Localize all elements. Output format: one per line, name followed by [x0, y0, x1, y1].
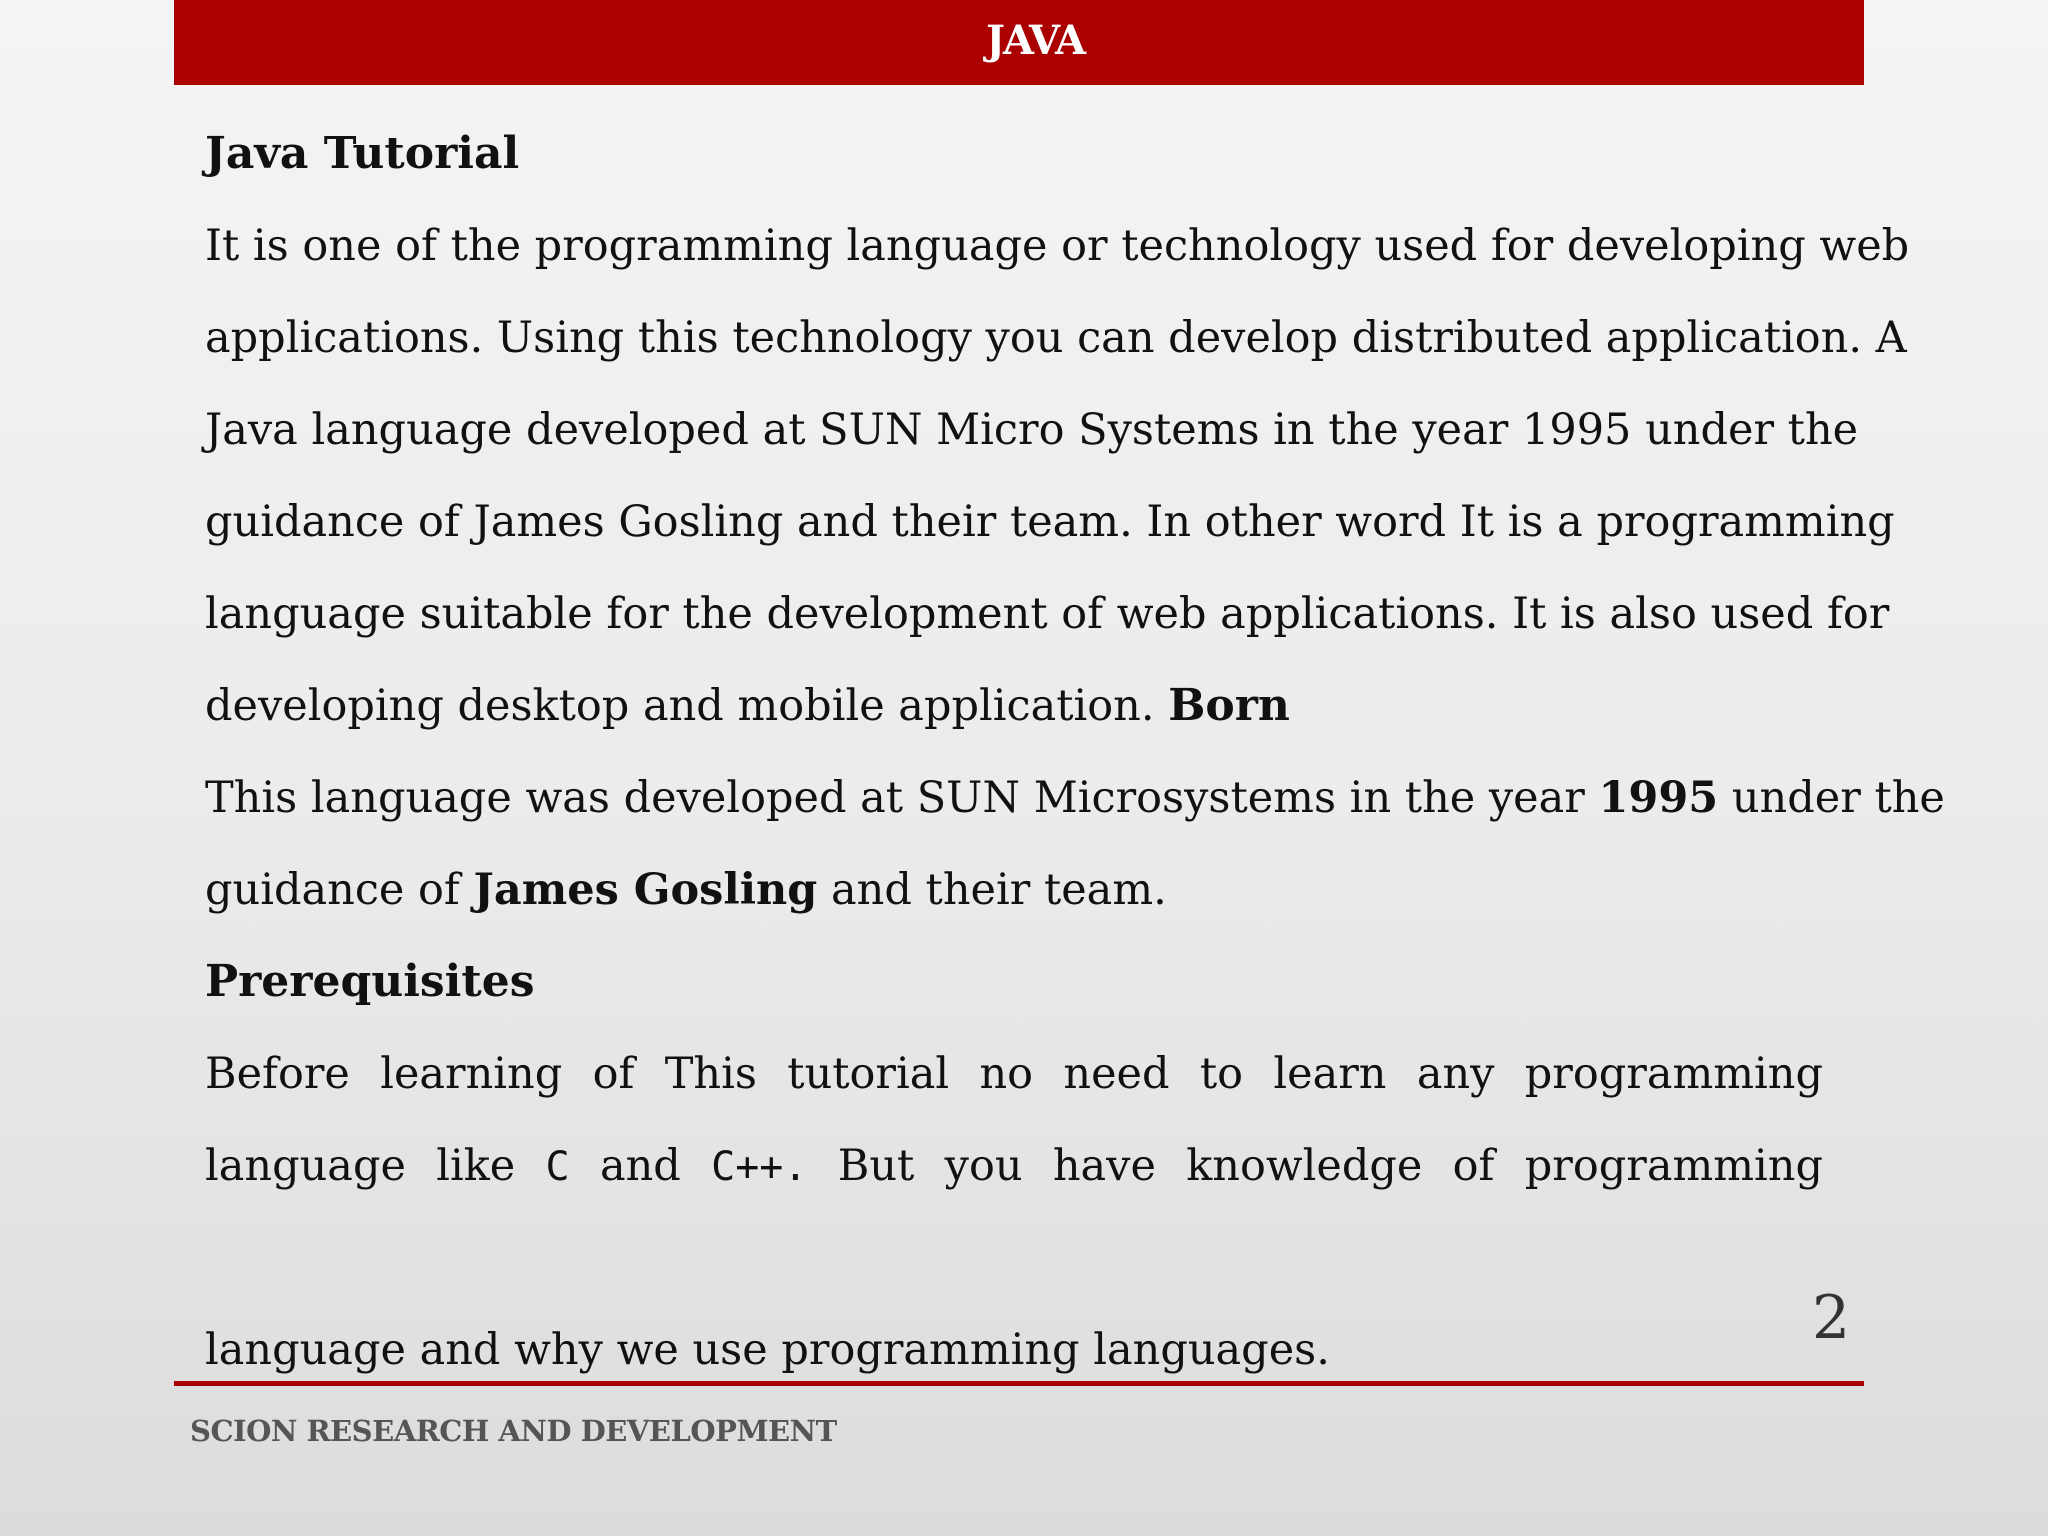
slide-content	[205, 108, 1945, 1396]
prereq-line-2-a: language like	[205, 1141, 546, 1191]
intro-line-1: It is one of the programming language or technology used for developing web	[205, 221, 1910, 271]
page-number: 2	[1812, 1283, 1851, 1353]
intro-line-2: applications. Using this technology you can develop distributed application. A	[205, 313, 1907, 363]
born-line-1	[205, 752, 1945, 844]
heading-born: Born	[1168, 680, 1290, 731]
spacer	[205, 1212, 1838, 1304]
header-bar	[174, 0, 1864, 85]
prereq-line-2	[205, 1120, 1823, 1212]
prereq-line-2-c: But you have knowledge of programming	[807, 1141, 1823, 1191]
born-line-2-prefix: guidance of	[205, 865, 474, 915]
prereq-line-1: Before learning of This tutorial no need to learn any programming	[205, 1049, 1823, 1099]
prereq-line-2-b: and	[569, 1141, 712, 1191]
intro-line-5: language suitable for the development of web applications. It is also used for	[205, 589, 1890, 639]
born-line-2-suffix: and their team.	[817, 865, 1167, 915]
prereq-cpp: C++.	[711, 1144, 808, 1190]
born-line-2	[205, 844, 1838, 936]
born-year: 1995	[1598, 773, 1719, 823]
heading-prerequisites: Prerequisites	[205, 956, 535, 1007]
intro-line-6	[205, 660, 1838, 752]
footer-organization: SCION RESEARCH AND DEVELOPMENT	[190, 1414, 837, 1448]
prereq-c: C	[545, 1144, 570, 1190]
heading-java-tutorial: Java Tutorial	[205, 128, 520, 179]
intro-last-text: developing desktop and mobile application.	[205, 681, 1169, 731]
intro-line-3: Java language developed at SUN Micro Systems in the year 1995 under the	[205, 405, 1859, 455]
born-line-1-prefix: This language was developed at SUN Microsystems in the year	[205, 773, 1599, 823]
slide-title: JAVA	[985, 17, 1084, 64]
prereq-line-3: language and why we use programming languages.	[205, 1325, 1330, 1375]
footer-divider	[174, 1381, 1864, 1386]
intro-line-4: guidance of James Gosling and their team. In other word It is a programming	[205, 497, 1895, 547]
born-person: James Gosling	[473, 865, 818, 915]
born-line-1-suffix: under the	[1718, 773, 1945, 823]
